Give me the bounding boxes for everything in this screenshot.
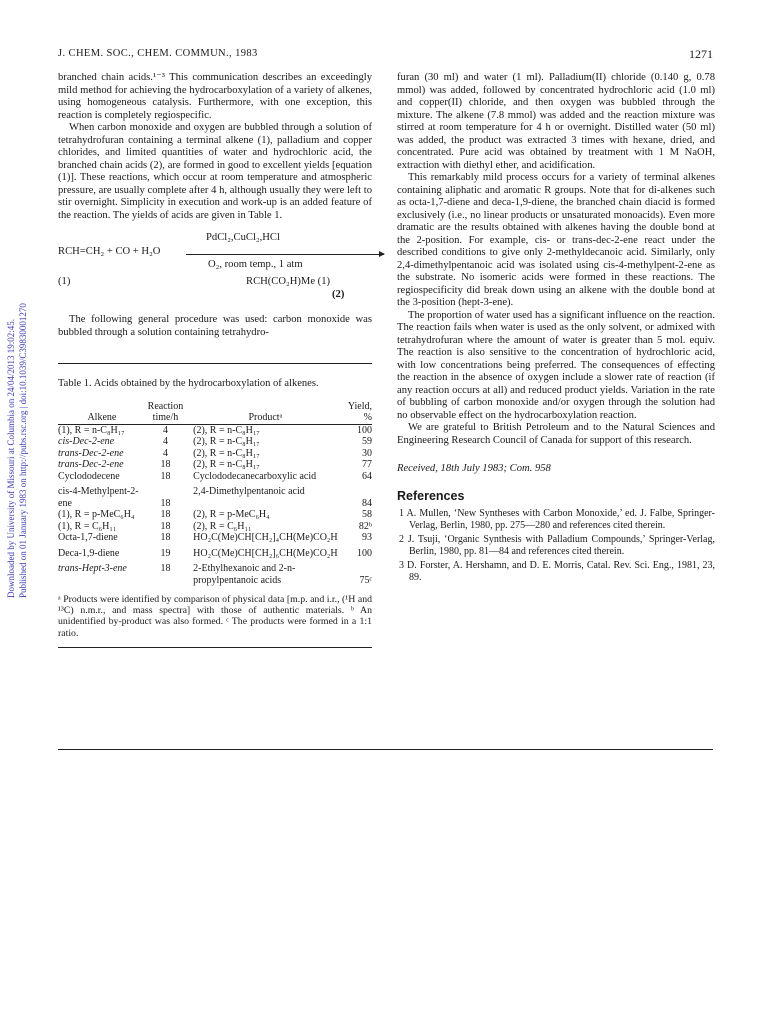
cell-product: (2), R = n-C₈H₁₇ bbox=[193, 436, 260, 447]
cell-product: HO₂C(Me)CH[CH₂]₆CH(Me)CO₂H bbox=[193, 547, 338, 559]
table-row bbox=[58, 436, 372, 448]
table-bottom-rule bbox=[58, 647, 372, 648]
equation-conditions: O₂, room temp., 1 atm bbox=[208, 259, 303, 270]
left-column bbox=[58, 72, 372, 648]
right-paragraph-2: This remarkably mild process occurs for a variety of terminal alkenes containing aliphatic and aromatic R groups. Note that for di-alkenes such as octa-1,7-diene and deca-1,9-diene, the branched chain diacid is formed exclusively (i.e., no linear products or unsaturated monoacids). Even more dramatic are the results obtained with alkenes having the double bond at the 2-position. For example, cis- or trans-dec-2-ene react under the described conditions to give only 2-methyldecanoic acid. Similarly, only 2,4-dimethylpentanoic acid was isolated using cis-4-methylpent-2-ene as the substrate. No isomeric acids were formed in these reactions. The regiospecificity did break down using an alkene with the double bond at the 3-position (hept-3-ene). bbox=[397, 172, 715, 308]
cell-time: 4 bbox=[162, 447, 168, 459]
cell-time: 4 bbox=[162, 424, 168, 436]
cell-time: 4 bbox=[162, 436, 168, 447]
cell-product: 2-Ethylhexanoic and 2-n-propylpentanoic acids bbox=[193, 563, 296, 586]
table-row bbox=[58, 559, 372, 586]
cell-time: 18 bbox=[160, 520, 171, 532]
table-row bbox=[58, 532, 372, 544]
equation-reactants: RCH=CH₂ + CO + H₂O bbox=[58, 246, 161, 257]
cell-alkene: Deca-1,9-diene bbox=[58, 547, 120, 559]
cell-yield: 93 bbox=[362, 532, 372, 543]
table-row bbox=[58, 544, 372, 560]
equation-1 bbox=[58, 232, 372, 304]
cell-time: 18 bbox=[160, 532, 171, 543]
cell-product: (2), R = n-C₈H₁₇ bbox=[193, 459, 260, 470]
left-paragraph-1: branched chain acids.¹⁻³ This communication describes an exceedingly mild method for achieving the hydrocarboxylation of a variety of alkenes, using homogeneous catalysis. Furthermore, with one exception, this reaction is completely regiospecific. bbox=[58, 72, 372, 121]
equation-label-1: (1) bbox=[58, 276, 71, 287]
table-footnote: ᵃ Products were identified by comparison of physical data [m.p. and i.r., (¹H and ¹³C) n.m.r., and mass spectra] with those of authentic materials. ᵇ An unidentified by-product was also formed. ᶜ The products were formed in a 1:1 ratio. bbox=[58, 594, 372, 639]
table-row bbox=[58, 471, 372, 483]
reference-item: 2 J. Tsuji, ‘Organic Synthesis with Palladium Compounds,’ Springer-Verlag, Berlin, 1980, pp. 81—84 and references cited therein. bbox=[399, 534, 715, 557]
published-note: Published on 01 January 1983 on http://pubs.rsc.org | doi:10.1039/C39830001270 bbox=[18, 303, 28, 598]
table-row bbox=[58, 424, 372, 436]
table-row bbox=[58, 482, 372, 509]
table-row bbox=[58, 521, 372, 533]
equation-product: RCH(CO₂H)Me (1) bbox=[246, 276, 331, 287]
received-line: Received, 18th July 1983; Com. 958 bbox=[397, 463, 551, 474]
cell-yield: 100 bbox=[357, 547, 372, 559]
table-top-rule bbox=[58, 363, 372, 364]
cell-yield: 100 bbox=[357, 424, 372, 436]
cell-time: 18 bbox=[160, 497, 171, 509]
cell-alkene: cis-4-Methylpent-2-ene bbox=[58, 486, 139, 509]
col-time: Reaction time/h bbox=[147, 400, 184, 423]
cell-yield: 30 bbox=[362, 447, 372, 459]
reference-item: 1 A. Mullen, ‘New Syntheses with Carbon Monoxide,’ ed. J. Falbe, Springer-Verlag, Berlin, 1980, pp. 275—280 and references cited therein. bbox=[399, 508, 715, 531]
table-row bbox=[58, 448, 372, 460]
running-header bbox=[58, 48, 713, 62]
cell-yield: 64 bbox=[362, 470, 372, 482]
cell-time: 18 bbox=[160, 470, 171, 482]
cell-product: HO₂C(Me)CH[CH₂]₄CH(Me)CO₂H bbox=[193, 532, 338, 543]
cell-product: (2), R = C₆H₁₁ bbox=[193, 520, 252, 532]
cell-alkene: trans-Dec-2-ene bbox=[58, 459, 124, 470]
cell-yield: 84 bbox=[362, 497, 372, 509]
cell-product: (2), R = n-C₈H₁₇ bbox=[193, 424, 260, 436]
equation-catalysts: PdCl₂,CuCl₂,HCl bbox=[206, 232, 280, 243]
col-yield: Yield, % bbox=[347, 400, 372, 423]
cell-yield: 75ᶜ bbox=[359, 574, 372, 586]
download-note: Downloaded by University of Missouri at Columbia on 24/04/2013 19:02:45. bbox=[6, 319, 16, 598]
cell-alkene: trans-Dec-2-ene bbox=[58, 447, 124, 459]
cell-alkene: Cyclododecene bbox=[58, 470, 120, 482]
cell-product: Cyclododecanecarboxylic acid bbox=[193, 470, 317, 482]
cell-alkene: (1), R = C₆H₁₁ bbox=[58, 520, 117, 532]
cell-time: 18 bbox=[160, 509, 171, 520]
journal-title: J. CHEM. SOC., CHEM. COMMUN., 1983 bbox=[58, 48, 258, 59]
col-alkene: Alkene bbox=[87, 412, 117, 423]
cell-time: 18 bbox=[160, 459, 171, 470]
col-product: Productᵃ bbox=[248, 412, 283, 423]
cell-product: 2,4-Dimethylpentanoic acid bbox=[193, 486, 305, 497]
page-number: 1271 bbox=[689, 47, 713, 61]
right-paragraph-4: We are grateful to British Petroleum and to the Natural Sciences and Engineering Research Council of Canada for support of this research. bbox=[397, 422, 715, 446]
left-paragraph-3: The following general procedure was used: carbon monoxide was bubbled through a solution containing tetrahydro- bbox=[58, 314, 372, 338]
page-bottom-rule bbox=[58, 749, 713, 750]
cell-alkene: trans-Hept-3-ene bbox=[58, 563, 127, 574]
references-heading: References bbox=[397, 488, 465, 503]
cell-alkene: (1), R = n-C₈H₁₇ bbox=[58, 424, 125, 436]
cell-time: 19 bbox=[160, 547, 171, 559]
cell-product: (2), R = n-C₈H₁₇ bbox=[193, 447, 260, 459]
reference-item: 3 D. Forster, A. Hershamn, and D. E. Morris, Catal. Rev. Sci. Eng., 1981, 23, 89. bbox=[399, 560, 715, 583]
cell-yield: 82ᵇ bbox=[358, 520, 372, 532]
cell-time: 18 bbox=[160, 563, 171, 574]
right-paragraph-3: The proportion of water used has a significant influence on the reaction. The reaction fails when water is used as the only solvent, or admixed with tetrahydrofuran where the amount of water is greater than 5 mol. equiv. The reaction is also sensitive to the concentration of hydrochloric acid, with low concentrations being preferred. The consequences of effecting the reaction in the absence of oxygen include a slower rate of reaction (if any reaction occurs at all) and reduced product yields. Variation in the rate of bubbling of carbon monoxide and/or oxygen through the solution had no observable effect on the hydrocarboxylation reaction. bbox=[397, 309, 715, 421]
cell-alkene: (1), R = p-MeC₆H₄ bbox=[58, 509, 135, 520]
table-row bbox=[58, 459, 372, 471]
right-column bbox=[397, 72, 715, 586]
cell-product: (2), R = p-MeC₆H₄ bbox=[193, 509, 270, 520]
left-paragraph-2: When carbon monoxide and oxygen are bubbled through a solution of tetrahydrofuran containing a terminal alkene (1), palladium and copper chlorides, and limited quantities of water and hydrochloric acid, the branched chain acids (2), are formed in good to excellent yields [equation (1)]. These reactions, which occur at room temperature and atmospheric pressure, are usually complete after 4 h, although usually they were left to stir overnight. Simplicity in execution and work-up is an added feature of the reaction. The yields of acids are given in Table 1. bbox=[58, 122, 372, 221]
results-table bbox=[58, 401, 372, 587]
cell-yield: 77 bbox=[362, 459, 372, 470]
cell-alkene: Octa-1,7-diene bbox=[58, 532, 118, 543]
cell-alkene: cis-Dec-2-ene bbox=[58, 436, 115, 447]
equation-label-2: (2) bbox=[332, 289, 345, 300]
table-title: Table 1. Acids obtained by the hydrocarboxylation of alkenes. bbox=[58, 378, 319, 389]
cell-yield: 58 bbox=[362, 509, 372, 520]
table-row bbox=[58, 509, 372, 521]
cell-yield: 59 bbox=[362, 436, 372, 447]
right-paragraph-1: furan (30 ml) and water (1 ml). Palladium(II) chloride (0.140 g, 0.78 mmol) was added, followed by concentrated hydrochloric acid (1.0 ml) and copper(II) chloride, and then oxygen was bubbled through the mixture. The alkene (7.8 mmol) was added and the reaction mixture was stirred at room temperature for 4 h or overnight. Distilled water (50 ml) was added, the product was extracted 3 times with hexane, dried, and concentrated. Pure acid was obtained by treatment with 1 M NaOH, extraction with diethyl ether, and acidification. bbox=[397, 72, 715, 171]
reaction-arrow bbox=[186, 254, 384, 255]
